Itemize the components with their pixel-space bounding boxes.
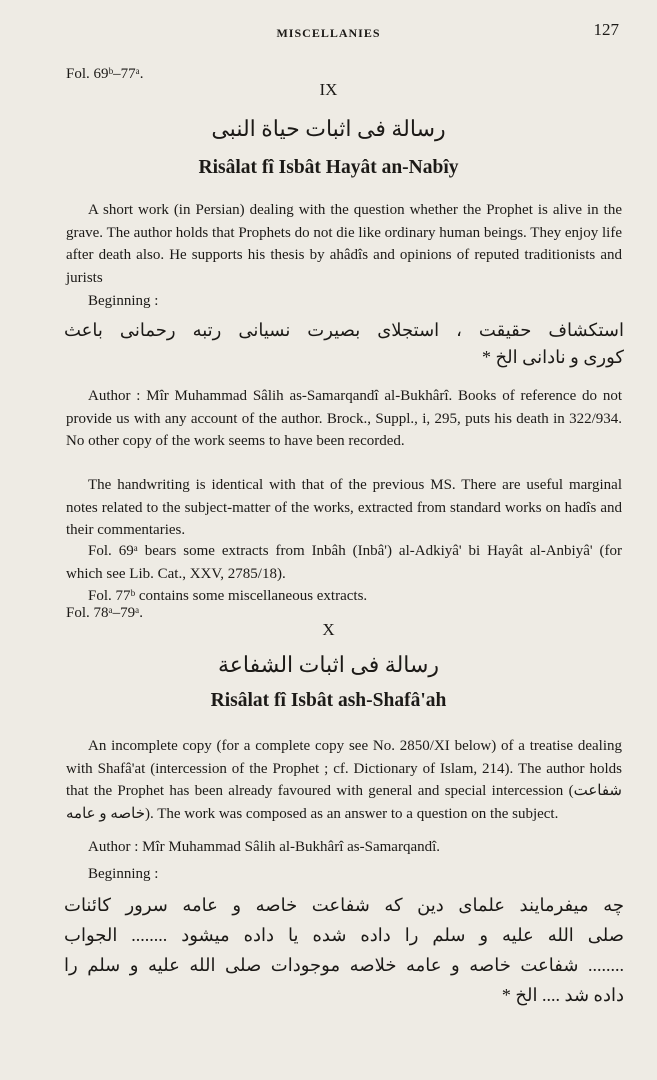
folio-range: Fol. 78ᵃ–79ᵃ. xyxy=(66,605,143,621)
work-title: Risâlat fî Isbât ash-Shafâ'ah xyxy=(210,690,447,711)
beginning-label: Beginning : xyxy=(88,293,159,309)
page-number: 127 xyxy=(593,20,619,39)
folio-range: Fol. 69ᵇ–77ᵃ. xyxy=(66,66,144,82)
description-paragraph: An incomplete copy (for a complete copy see No. 2850/XI below) of a treatise dealing with Shafâ'at (intercession of the Prophet ; cf. Dictionary of Islam, 214). The author holds that the Prophet has been already favoured with general and special intercession (شفاعت خاصه و عامه). The work was composed as an answer to a question on the subject. xyxy=(66,738,622,822)
beginning-label: Beginning : xyxy=(88,866,159,882)
description-paragraph: A short work (in Persian) dealing with the question whether the Prophet is alive in the grave. The author holds that Prophets do not die like ordinary human beings. They enjoy life after death also. He supports his thesis by ahâdîs and opinions of reputed traditionists and jurists xyxy=(66,202,622,286)
handwriting-paragraph: The handwriting is identical with that of the previous MS. There are useful marginal notes related to the subject-matter of the works, extracted from standard works on hadîs and their commentaries. xyxy=(66,477,622,538)
arabic-text-line: ........ شفاعت خاصه و عامه خلاصه موجودات صلی الله علیه و سلم را xyxy=(64,955,624,975)
section-number: X xyxy=(322,620,335,639)
arabic-title: رسالة فی اثبات الشفاعة xyxy=(217,652,440,677)
work-title: Risâlat fî Isbât Hayât an-Nabîy xyxy=(198,157,459,178)
arabic-title: رسالة فی اثبات حیاة النبی xyxy=(211,116,446,141)
author-paragraph: Author : Mîr Muhammad Sâlih al-Bukhârî as-Samarqandî. xyxy=(88,839,441,855)
arabic-text-line: چه میفرمایند علمای دین که شفاعت خاصه و عامه سرور کائنات xyxy=(64,895,624,915)
folio-note-paragraph: Fol. 69ᵃ bears some extracts from Inbâh (Inbâ') al-Adkiyâ' bi Hayât al-Anbiyâ' (for which see Lib. Cat., XXV, 2785/18). xyxy=(66,543,622,582)
running-header: MISCELLANIES xyxy=(276,26,381,40)
arabic-text-line: صلی الله علیه و سلم را داده شده یا داده میشود ........ الجواب xyxy=(64,925,624,945)
section-number: IX xyxy=(319,80,338,99)
arabic-text-line: کوری و نادانی الخ * xyxy=(482,347,624,367)
arabic-text-line: داده شد .... الخ * xyxy=(501,985,624,1005)
author-paragraph: Author : Mîr Muhammad Sâlih as-Samarqandî al-Bukhârî. Books of reference do not provide us with any account of the author. Brock., Suppl., i, 295, puts his death in 322/934. No other copy of the work seems to have been recorded. xyxy=(66,388,622,449)
folio-note-paragraph: Fol. 77ᵇ contains some miscellaneous extracts. xyxy=(88,588,368,604)
arabic-text-line: استکشاف حقیقت ، استجلای بصیرت نسیانی رتبه رحمانی باعث xyxy=(64,320,624,340)
